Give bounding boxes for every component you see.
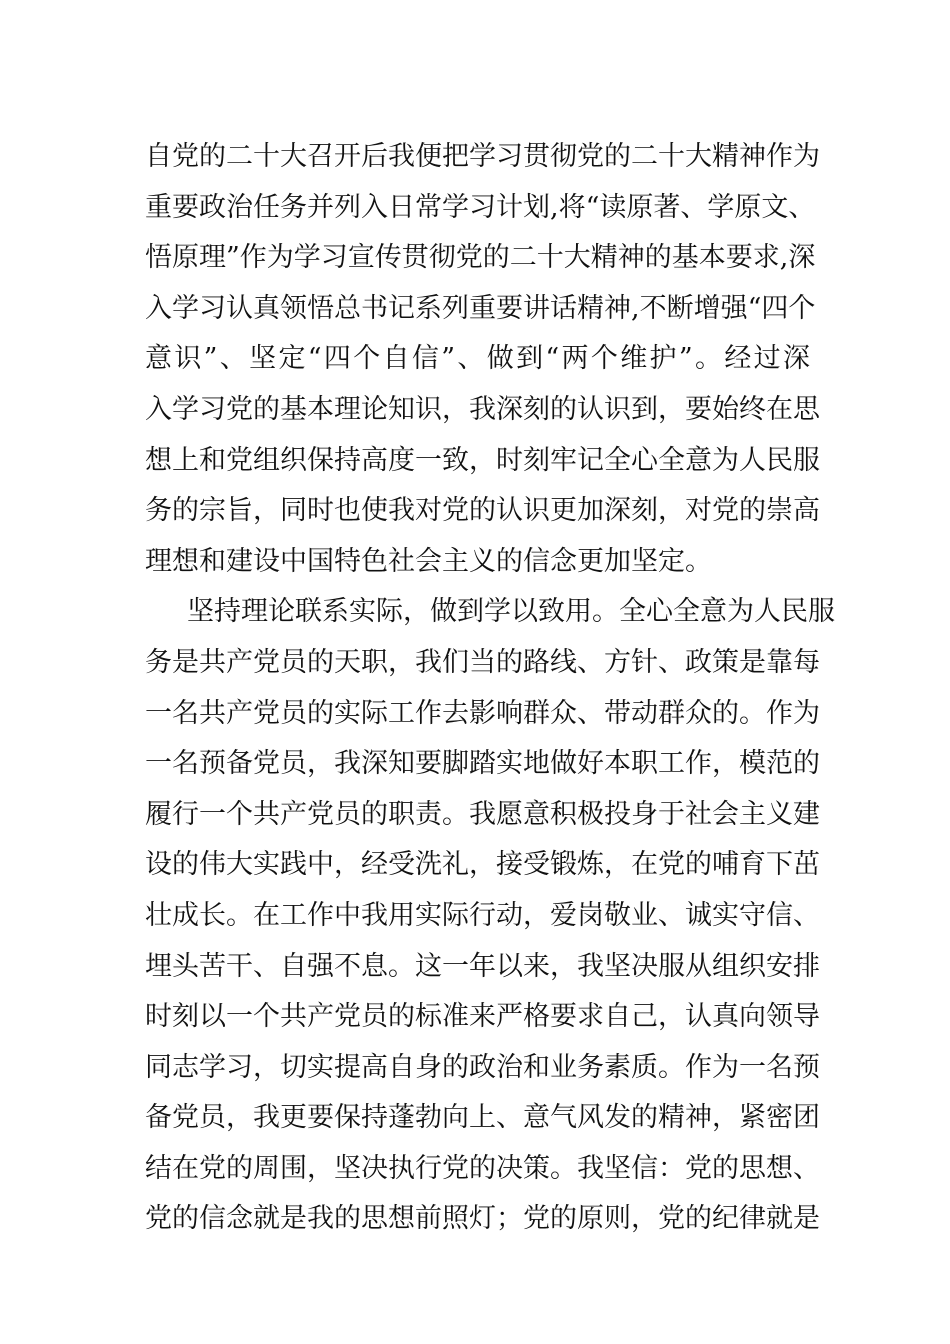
text-line: 意识”、坚定“四个自信”、做到“两个维护”。经过深 [145,343,810,375]
text-line: 备党员，我更要保持蓬勃向上、意气风发的精神，紧密团 [145,1102,820,1134]
text-line: 同志学习，切实提高自身的政治和业务素质。作为一名预 [145,1051,820,1083]
text-line: 时刻以一个共产党员的标准来严格要求自己，认真向领导 [145,1001,820,1033]
text-line: 一名预备党员，我深知要脚踏实地做好本职工作，模范的 [145,748,820,780]
body-text [145,132,835,1245]
text-line: 重要政治任务并列入日常学习计划,将“读原著、学原文、 [145,191,816,223]
paragraph-end-line: 理想和建设中国特色社会主义的信念更加坚定。 [145,545,712,577]
text-line: 结在党的周围，坚决执行党的决策。我坚信：党的思想、 [145,1152,820,1184]
paragraph-first-line: 坚持理论联系实际，做到学以致用。全心全意为人民服 [187,596,835,628]
text-line: 设的伟大实践中，经受洗礼，接受锻炼，在党的哺育下茁 [145,849,820,881]
text-line: 务的宗旨，同时也使我对党的认识更加深刻，对党的崇高 [145,495,820,527]
text-line: 入学习认真领悟总书记系列重要讲话精神,不断增强“四个 [145,292,816,324]
text-line: 想上和党组织保持高度一致，时刻牢记全心全意为人民服 [145,444,820,476]
text-line: 壮成长。在工作中我用实际行动，爱岗敬业、诚实守信、 [145,899,820,931]
text-line: 悟原理”作为学习宣传贯彻党的二十大精神的基本要求,深 [145,242,816,274]
text-line: 自党的二十大召开后我便把学习贯彻党的二十大精神作为 [145,141,820,172]
text-line: 一名共产党员的实际工作去影响群众、带动群众的。作为 [145,697,820,729]
text-line: 党的信念就是我的思想前照灯；党的原则，党的纪律就是 [145,1203,820,1235]
text-line: 埋头苦干、自强不息。这一年以来，我坚决服从组织安排 [145,950,820,982]
text-line: 务是共产党员的天职，我们当的路线、方针、政策是靠每 [145,646,820,678]
text-line: 履行一个共产党员的职责。我愿意积极投身于社会主义建 [145,798,820,830]
text-line: 入学习党的基本理论知识，我深刻的认识到，要始终在思 [145,393,820,425]
